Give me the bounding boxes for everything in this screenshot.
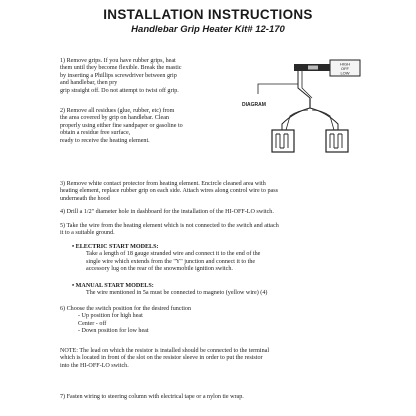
switch-toggle	[308, 66, 318, 70]
step-4-text: 4) Drill a 1/2" diameter hole in dashboard for the installation of the HI-OFF-LO switch.	[60, 209, 274, 215]
step-2-line: ready to receive the heating element.	[60, 137, 150, 144]
manual-start-line: The wire mentioned in 5a must be connected to magneto (yellow wire) (4)	[86, 290, 268, 297]
step-6-option: Center - off	[78, 320, 107, 327]
electric-start-line: accessory lug on the rear of the snowmobile ignition switch.	[86, 266, 233, 273]
step-1-line: grip straight off. Do not attempt to twist off grip.	[60, 87, 179, 94]
step-7	[60, 394, 244, 401]
electric-start-line: single wire which extends from the "Y" junction and connect it to the	[86, 258, 256, 265]
manual-start-heading-text: MANUAL START MODELS:	[75, 283, 154, 289]
switch-label-low: LOW	[340, 70, 350, 76]
switch-label-high: HIGH	[340, 61, 350, 67]
step-2-line: properly using either fine sandpaper or gasoline to	[60, 122, 183, 129]
note-line: which is located in front of the slot on the resistor sleeve in order to put the resistor	[60, 355, 263, 362]
diagram-title: DIAGRAM	[242, 102, 266, 108]
step-1-line: them until they become flexible. Break the mastic	[60, 65, 182, 72]
page-title: INSTALLATION INSTRUCTIONS	[103, 7, 313, 22]
step-3-line: underneath the hood	[60, 195, 110, 202]
electric-start-line: Take a length of 18 gauge stranded wire and connect it to the end of the	[86, 251, 261, 258]
ground-wire	[258, 84, 298, 94]
step-1-line: 1) Remove grips. If you have rubber grips, heat	[60, 58, 176, 64]
step-2	[60, 108, 183, 145]
wire-left	[282, 108, 310, 130]
step-5-line: it to a suitable ground.	[60, 230, 115, 237]
wiring-diagram	[238, 54, 374, 158]
electric-start-heading-text: ELECTRIC START MODELS:	[75, 244, 159, 250]
step-1-line: by inserting a Phillips screwdriver between grip	[60, 72, 177, 79]
step-7-text: 7) Fasten wiring to steering column with electrical tape or a nylon tie wrap.	[60, 394, 244, 400]
step-1-line: and handlebar, then pry	[60, 80, 118, 87]
electric-start-section	[72, 244, 260, 274]
step-2-line: the area covered by grip on handlebar. Clean	[60, 115, 169, 122]
switch-label-off: OFF	[341, 66, 349, 71]
heating-element-left	[272, 130, 294, 152]
step-1	[60, 58, 182, 95]
step-5-line: 5) Take the wire from the heating element which is not connected to the switch and attach	[60, 223, 279, 229]
step-3-line: 3) Remove white contact protector from heating element. Encircle cleaned area with	[60, 181, 266, 187]
step-5	[60, 223, 279, 238]
step-6-heading: 6) Choose the switch position for the desired function	[60, 306, 191, 312]
electric-start-heading: • ELECTRIC START MODELS:	[72, 244, 159, 250]
wiring-diagram-drawing	[238, 54, 374, 158]
step-2-line: obtain a residue free surface,	[60, 130, 131, 137]
step-4	[60, 209, 274, 216]
page-subtitle: Handlebar Grip Heater Kit# 12-170	[131, 24, 285, 35]
manual-start-heading: • MANUAL START MODELS:	[72, 283, 154, 289]
step-6	[60, 306, 191, 336]
step-6-option: - Down position for low heat	[78, 328, 149, 335]
step-6-option: - Up position for high heat	[78, 313, 143, 320]
note	[60, 348, 269, 370]
note-line: into the HI-OFF-LO switch.	[60, 362, 129, 369]
note-line: NOTE: The lead on which the resistor is installed should be connected to the terminal	[60, 348, 270, 354]
step-3-line: heating element, replace rubber grip on each side. Attach wires along control wire to pass	[60, 188, 278, 195]
wire	[302, 71, 312, 98]
manual-start-section	[72, 283, 267, 298]
heating-element-right	[326, 130, 348, 152]
wire-right	[310, 108, 338, 130]
step-3	[60, 181, 278, 203]
step-2-line: 2) Remove all residues (glue, rubber, etc) from	[60, 108, 175, 114]
